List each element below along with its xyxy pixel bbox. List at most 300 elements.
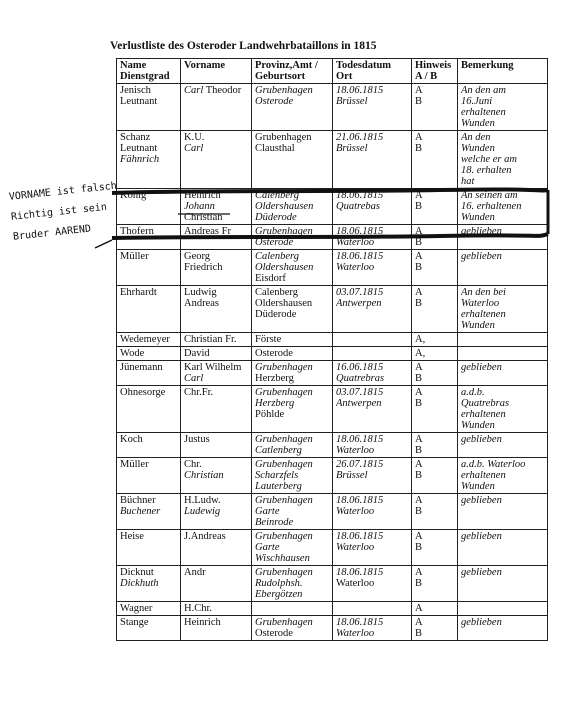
page-title: Verlustliste des Osteroder Landwehrbataillons in 1815 (110, 40, 377, 52)
cell-text: 18.06.1815 (336, 617, 384, 628)
cell-bemerkung (458, 189, 548, 225)
cell-text: 18.06.1815 (336, 190, 384, 201)
cell-line (461, 287, 544, 298)
cell-text: Heise (120, 531, 144, 542)
cell-text: Christian (184, 212, 223, 223)
cell-text: geblieben (461, 434, 502, 445)
cell-line: B (415, 398, 423, 409)
cell-text: Waterloo (336, 542, 375, 553)
cell-text: Scharzfels (255, 470, 299, 481)
cell-line (336, 542, 408, 553)
cell-vorname (181, 458, 252, 494)
cell-line (255, 459, 329, 470)
cell-vorname (181, 84, 252, 131)
cell-text: geblieben (461, 226, 502, 237)
cell-text: Jenisch (120, 85, 151, 96)
cell-name (117, 347, 181, 361)
table-row (117, 566, 548, 602)
cell-line (336, 226, 408, 237)
cell-line (336, 578, 408, 589)
cell-text-suffix: Theodor (205, 85, 242, 96)
cell-text: Leutnant (120, 96, 158, 107)
cell-text: H.Ludw. (184, 495, 221, 506)
table-row (117, 494, 548, 530)
cell-line: A, (415, 348, 426, 359)
column-header-label: Name (120, 60, 147, 71)
cell-hinweis (412, 386, 458, 433)
cell-line (255, 553, 329, 564)
cell-text: Osterode (255, 628, 293, 639)
cell-text: Osterode (255, 237, 294, 248)
cell-line (336, 567, 408, 578)
cell-text: geblieben (461, 567, 502, 578)
cell-line (461, 398, 544, 409)
cell-line (255, 589, 329, 600)
cell-text: Grubenhagen (255, 459, 313, 470)
cell-text: An den bei (461, 287, 506, 298)
table-row (117, 616, 548, 641)
cell-text: Wunden (461, 420, 495, 431)
cell-name (117, 433, 181, 458)
cell-text: Büchner (120, 495, 156, 506)
cell-text: Garte (255, 506, 280, 517)
cell-vorname (181, 386, 252, 433)
cell-text: 18.06.1815 (336, 251, 384, 262)
cell-name (117, 286, 181, 333)
cell-line (255, 251, 329, 262)
cell-tod (333, 566, 412, 602)
cell-text: geblieben (461, 495, 502, 506)
table-row (117, 458, 548, 494)
cell-text: Grubenhagen (255, 617, 313, 628)
cell-line (461, 154, 544, 165)
cell-line (184, 434, 248, 445)
cell-text: Osterode (255, 96, 294, 107)
cell-text: Carl (184, 143, 204, 154)
cell-tod (333, 131, 412, 189)
cell-text: erhaltenen (461, 470, 506, 481)
cell-text: Quatrebas (336, 201, 380, 212)
cell-text: Heinrich (184, 190, 221, 201)
table-header-row (117, 59, 548, 84)
cell-name (117, 84, 181, 131)
cell-tod (333, 361, 412, 386)
cell-line (120, 334, 177, 345)
cell-hinweis (412, 189, 458, 225)
cell-text: Rudolphsh. (255, 578, 303, 589)
cell-line (461, 434, 544, 445)
cell-text: Brüssel (336, 470, 368, 481)
cell-line (120, 251, 177, 262)
cell-line (255, 542, 329, 553)
cell-text: Ebergötzen (255, 589, 303, 600)
cell-tod (333, 530, 412, 566)
cell-line (255, 373, 329, 384)
cell-line (255, 143, 329, 154)
cell-name (117, 189, 181, 225)
table-row (117, 386, 548, 433)
cell-line (120, 603, 177, 614)
cell-line: A (415, 387, 423, 398)
cell-line (336, 132, 408, 143)
cell-line (461, 132, 544, 143)
cell-name (117, 494, 181, 530)
cell-line (461, 362, 544, 373)
cell-name (117, 530, 181, 566)
cell-line: A (415, 287, 423, 298)
cell-bemerkung (458, 361, 548, 386)
cell-line: B (415, 542, 423, 553)
cell-text: Heinrich (184, 617, 221, 628)
cell-text: Wunden (461, 320, 495, 331)
cell-line (184, 334, 248, 345)
cell-line (336, 445, 408, 456)
table-row (117, 84, 548, 131)
cell-text: Wedemeyer (120, 334, 170, 345)
cell-provinz (252, 286, 333, 333)
cell-text: a.d.b. (461, 387, 485, 398)
cell-line: A (415, 190, 423, 201)
cell-tod (333, 286, 412, 333)
cell-line (255, 398, 329, 409)
cell-text: Grubenhagen (255, 226, 313, 237)
cell-line (336, 373, 408, 384)
cell-text: Leutnant (120, 143, 158, 154)
cell-line: A, (415, 334, 426, 345)
cell-bemerkung (458, 250, 548, 286)
cell-line (184, 190, 248, 201)
cell-text: Waterloo (336, 237, 375, 248)
cell-provinz (252, 616, 333, 641)
table-row (117, 131, 548, 189)
cell-line (184, 603, 248, 614)
cell-text: Brüssel (336, 96, 368, 107)
cell-text: An den (461, 132, 491, 143)
cell-text: Antwerpen (336, 398, 382, 409)
cell-text: Waterloo (336, 262, 375, 273)
cell-line (120, 85, 177, 96)
cell-line (461, 251, 544, 262)
cell-tod (333, 386, 412, 433)
cell-text: Lauterberg (255, 481, 302, 492)
cell-vorname (181, 494, 252, 530)
cell-line (120, 617, 177, 628)
cell-text: H.Chr. (184, 603, 213, 614)
cell-line (336, 617, 408, 628)
cell-name (117, 131, 181, 189)
cell-text: Grubenhagen (255, 362, 313, 373)
cell-provinz (252, 189, 333, 225)
cell-line (184, 348, 248, 359)
cell-text: 18.06.1815 (336, 434, 384, 445)
cell-bemerkung (458, 333, 548, 347)
cell-name (117, 602, 181, 616)
cell-text: erhaltenen (461, 107, 506, 118)
cell-line (461, 420, 544, 431)
cell-line: A (415, 362, 423, 373)
cell-line: B (415, 470, 423, 481)
cell-line (336, 262, 408, 273)
cell-text: 16. erhaltenen (461, 201, 522, 212)
cell-line (461, 107, 544, 118)
cell-text: welche er am (461, 154, 517, 165)
cell-text: Grubenhagen (255, 567, 313, 578)
cell-text: Fähnrich (120, 154, 160, 165)
cell-bemerkung (458, 616, 548, 641)
cell-line (255, 273, 329, 284)
cell-text: Waterloo (336, 445, 375, 456)
cell-vorname (181, 286, 252, 333)
cell-line (461, 96, 544, 107)
cell-line (336, 287, 408, 298)
cell-line (184, 85, 248, 96)
cell-line (461, 481, 544, 492)
cell-text: Oldershausen (255, 262, 314, 273)
cell-provinz (252, 494, 333, 530)
cell-line (120, 506, 177, 517)
cell-line (255, 506, 329, 517)
cell-line (336, 201, 408, 212)
cell-hinweis (412, 347, 458, 361)
cell-text: König (120, 190, 147, 201)
cell-tod (333, 602, 412, 616)
cell-text: Karl Wilhelm (184, 362, 242, 373)
cell-tod (333, 333, 412, 347)
cell-text: Calenberg (255, 287, 298, 298)
cell-text: Chr. (184, 459, 202, 470)
cell-bemerkung (458, 286, 548, 333)
cell-line (461, 190, 544, 201)
column-header-label: Hinweis (415, 60, 452, 71)
cell-line (120, 96, 177, 107)
cell-vorname (181, 433, 252, 458)
cell-text: Calenberg (255, 190, 299, 201)
cell-line (336, 398, 408, 409)
cell-line: B (415, 373, 423, 384)
cell-text: Düderode (255, 309, 297, 320)
cell-text: Oldershausen (255, 298, 313, 309)
cell-line (461, 298, 544, 309)
cell-name (117, 225, 181, 250)
table-body (117, 84, 548, 641)
cell-vorname (181, 131, 252, 189)
cell-vorname (181, 333, 252, 347)
cell-line: A (415, 85, 423, 96)
cell-text: Herzberg (255, 373, 294, 384)
cell-name (117, 333, 181, 347)
column-header-label: Geburtsort (255, 71, 306, 82)
cell-text: Christian Fr. (184, 334, 237, 345)
cell-line (336, 387, 408, 398)
cell-text: Carl (184, 85, 204, 96)
cell-text: Wunden (461, 212, 495, 223)
cell-line (120, 459, 177, 470)
cell-line: B (415, 578, 423, 589)
cell-line (255, 190, 329, 201)
cell-text: Pöhlde (255, 409, 285, 420)
table-row (117, 189, 548, 225)
column-header (252, 59, 333, 84)
column-header-label: A / B (415, 71, 438, 82)
cell-line: B (415, 201, 423, 212)
cell-text: Waterloo (336, 506, 375, 517)
cell-line (120, 434, 177, 445)
cell-text: 18.06.1815 (336, 531, 384, 542)
cell-tod (333, 84, 412, 131)
cell-tod (333, 433, 412, 458)
column-header-label: Todesdatum (336, 60, 392, 71)
cell-vorname (181, 189, 252, 225)
table-row (117, 333, 548, 347)
cell-text: 18.06.1815 (336, 226, 384, 237)
column-header-label: Bemerkung (461, 60, 514, 71)
handwritten-note (8, 177, 122, 248)
cell-line (184, 262, 248, 273)
cell-text: Andreas Fr (184, 226, 231, 237)
cell-bemerkung (458, 225, 548, 250)
cell-line (336, 143, 408, 154)
cell-text: Oldershausen (255, 201, 314, 212)
column-header (181, 59, 252, 84)
cell-line (255, 567, 329, 578)
cell-line (184, 212, 248, 223)
cell-line (120, 567, 177, 578)
cell-text: 26.07.1815 (336, 459, 384, 470)
cell-line: B (415, 237, 423, 248)
cell-line (461, 201, 544, 212)
cell-line (255, 348, 329, 359)
cell-line: B (415, 506, 423, 517)
cell-line (336, 190, 408, 201)
cell-name (117, 361, 181, 386)
cell-text: Ludewig (184, 506, 221, 517)
cell-text: hat (461, 176, 475, 187)
cell-provinz (252, 250, 333, 286)
cell-line: A (415, 459, 423, 470)
cell-text: An den am (461, 85, 506, 96)
handwritten-line: Bruder AAREND (12, 223, 92, 243)
cell-provinz (252, 333, 333, 347)
cell-line (461, 531, 544, 542)
column-header (333, 59, 412, 84)
cell-line (255, 334, 329, 345)
cell-line: A (415, 531, 423, 542)
cell-hinweis (412, 433, 458, 458)
cell-text: Waterloo (336, 628, 375, 639)
cell-text: Thofern (120, 226, 154, 237)
ink-pointer-line (95, 240, 112, 248)
cell-line: B (415, 628, 423, 639)
cell-text: geblieben (461, 617, 502, 628)
cell-line (255, 617, 329, 628)
cell-line (255, 517, 329, 528)
cell-text: Catlenberg (255, 445, 302, 456)
cell-line (255, 434, 329, 445)
cell-line: A (415, 226, 423, 237)
cell-text: 16.Juni (461, 96, 493, 107)
cell-tod (333, 189, 412, 225)
cell-line (184, 201, 248, 212)
cell-text: Düderode (255, 212, 297, 223)
cell-line (336, 506, 408, 517)
cell-text: Müller (120, 251, 149, 262)
cell-text: Wunden (461, 143, 495, 154)
cell-line: A (415, 495, 423, 506)
cell-line: B (415, 96, 423, 107)
cell-text: Grubenhagen (255, 434, 313, 445)
cell-line (184, 495, 248, 506)
cell-text: Antwerpen (336, 298, 382, 309)
cell-line: B (415, 262, 423, 273)
cell-line (255, 287, 329, 298)
cell-text: geblieben (461, 251, 502, 262)
cell-line (184, 506, 248, 517)
cell-bemerkung (458, 386, 548, 433)
cell-hinweis (412, 84, 458, 131)
cell-text: Friedrich (184, 262, 223, 273)
cell-text: Dickhuth (120, 578, 159, 589)
cell-line (336, 298, 408, 309)
loss-table (116, 58, 548, 641)
cell-line: A (415, 434, 423, 445)
cell-line (336, 459, 408, 470)
cell-line (255, 387, 329, 398)
cell-text: geblieben (461, 362, 502, 373)
cell-line (120, 495, 177, 506)
cell-line (184, 143, 248, 154)
cell-text: Ludwig (184, 287, 217, 298)
cell-name (117, 458, 181, 494)
cell-bemerkung (458, 458, 548, 494)
cell-line (184, 567, 248, 578)
cell-line (120, 287, 177, 298)
cell-text: 18.06.1815 (336, 495, 384, 506)
cell-bemerkung (458, 602, 548, 616)
cell-line (184, 251, 248, 262)
cell-line (184, 531, 248, 542)
cell-line (255, 531, 329, 542)
cell-text: Wunden (461, 481, 495, 492)
cell-text: Wunden (461, 118, 495, 129)
cell-vorname (181, 566, 252, 602)
cell-line (120, 578, 177, 589)
cell-text: Beinrode (255, 517, 294, 528)
cell-line (336, 531, 408, 542)
cell-line (120, 132, 177, 143)
cell-text: a.d.b. Waterloo (461, 459, 526, 470)
cell-text: 21.06.1815 (336, 132, 384, 143)
cell-name (117, 386, 181, 433)
cell-provinz (252, 458, 333, 494)
cell-line (120, 143, 177, 154)
cell-line (461, 165, 544, 176)
column-header (458, 59, 548, 84)
cell-tod (333, 458, 412, 494)
cell-line (255, 212, 329, 223)
cell-line (336, 96, 408, 107)
cell-text: Ohnesorge (120, 387, 166, 398)
cell-bemerkung (458, 347, 548, 361)
cell-bemerkung (458, 494, 548, 530)
cell-text: Grubenhagen (255, 387, 313, 398)
cell-line (120, 348, 177, 359)
cell-vorname (181, 361, 252, 386)
cell-text: Buchener (120, 506, 161, 517)
cell-line: B (415, 298, 423, 309)
cell-text: Andreas (184, 298, 219, 309)
cell-name (117, 566, 181, 602)
cell-line (184, 298, 248, 309)
